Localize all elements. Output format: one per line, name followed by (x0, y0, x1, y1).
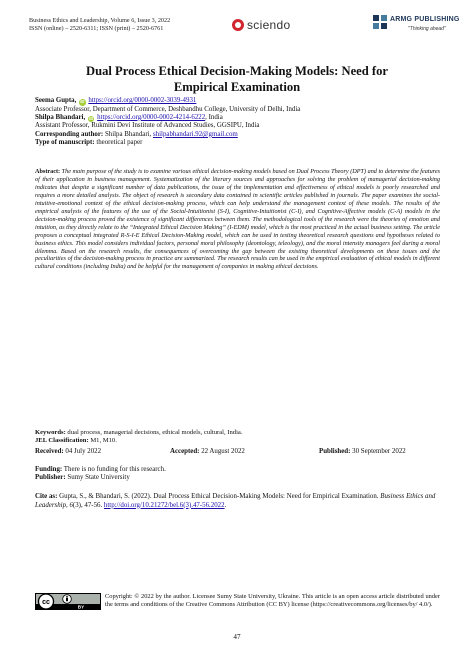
jel-row (35, 437, 440, 445)
accepted-label: Accepted: (170, 448, 200, 455)
journal-header (29, 17, 170, 33)
cite-doi-link[interactable]: http://doi.org/10.21272/bel.6(3).47-56.2022 (103, 501, 225, 509)
manuscript-type (35, 139, 440, 147)
jel-label: JEL Classification: (35, 437, 89, 444)
cc-badge-text: cc (42, 599, 50, 606)
cc-by-license-icon[interactable] (35, 593, 101, 610)
license-text: Copyright: © 2022 by the author. Licensee Sumy State University, Ukraine. This article is an open access article distributed under the terms and conditions of the Creative Commons Attribution (CC BY) license (https://creativecommons.org/licenses/by/ 4.0/). (105, 593, 440, 609)
cite-end: . (224, 501, 227, 509)
corresponding-name: Shilpa Bhandari, (103, 130, 153, 138)
keywords-label: Keywords: (35, 429, 66, 436)
author-block (35, 97, 440, 148)
orcid-icon[interactable]: iD (89, 115, 94, 121)
corresponding-author (35, 131, 440, 139)
published-date (319, 448, 406, 455)
manuscript-type-label: Type of manuscript: (35, 139, 95, 147)
title-line-2: Empirical Examination (173, 80, 301, 94)
cite-label: Cite as: (35, 493, 58, 500)
funding-label: Funding: (35, 466, 63, 473)
armg-name: ARMG PUBLISHING (390, 16, 460, 23)
journal-line: Business Ethics and Leadership, Volume 6, Issue 3, 2022 (29, 17, 171, 24)
sciendo-mark-icon (232, 19, 244, 31)
received-value: 04 July 2022 (63, 448, 102, 455)
publisher-label: Publisher: (35, 474, 66, 482)
author-2-name: Shilpa Bhandari, (35, 113, 86, 121)
by-badge-text: BY (77, 604, 85, 610)
corresponding-email-link[interactable]: shilpabhandari.92@gmail.com (152, 130, 238, 138)
sciendo-logo (232, 18, 290, 32)
published-label: Published: (319, 448, 351, 455)
funding-block (35, 466, 440, 482)
armg-tagline: "Thinking ahead" (408, 26, 446, 32)
received-date (35, 448, 101, 455)
author-2-orcid-link[interactable]: https://orcid.org/0000-0002-4214-6222 (97, 113, 206, 121)
corresponding-label: Corresponding author: (35, 130, 104, 138)
orcid-icon[interactable]: iD (80, 99, 85, 104)
cite-issue: (3), 47-56. (72, 501, 104, 509)
author-2-row (35, 114, 440, 123)
license-block (35, 593, 440, 610)
citation-block (35, 493, 440, 510)
keywords-block (35, 429, 440, 445)
cite-journal: Business Ethics and Leadership, 6 (35, 493, 436, 509)
title-line-1: Dual Process Ethical Decision-Making Models: Need for (86, 64, 388, 78)
author-2-country: , India (205, 113, 223, 121)
abstract (35, 168, 440, 271)
funding-row (35, 466, 440, 474)
author-1-name: Seema Gupta, (35, 97, 77, 104)
issn-line: ISSN (online) – 2520-6311; ISSN (print) – 2520-6761 (29, 25, 164, 33)
paper-title (40, 63, 434, 95)
armg-publishing-logo (373, 14, 460, 36)
armg-logo-icon (373, 15, 387, 29)
publisher-row (35, 474, 440, 482)
sciendo-logo-text: sciendo (247, 18, 291, 32)
cite-text: Gupta, S., & Bhandari, S. (2022). Dual Process Ethical Decision-Making Models: Need for Empirical Examination. (57, 493, 381, 500)
accepted-date (170, 448, 245, 455)
accepted-value: 22 August 2022 (199, 448, 245, 455)
abstract-text: The main purpose of the study is to examine various ethical decision-making models based on Dual Process Theory (DPT) and to determine the features of their application in business management. Systematization of the literary sources and approaches for solving the problem of managerial decision-making indicates that despite a significant number of data publications, the issue of the implementation and effectiveness of ethical models is poorly researched and requires a more detailed analysis. The object of research is secondary data contained in scientific articles published in journals. The paper examines the social-intuitive-emotional context of the ethical decision-making process, which can help understand the management context of these models. The results of the empirical analysis of the features of the use of the Social-Intuitionist (S-I), Cognitive-Intuitionist (C-I), and Cognitive-Affective models (C-A) models in the decision-making process proved the existence of significant differences between them. The methodological tools of the research were the theories of emotion and intuition, as they directly relate to the “Integrated Ethical Decision Making” (I-EDM) model, which is the most practiced in the actual business setting. The article proposes a conceptual integrated R-S-I-E Ethical Decision-Making model, which can be used in testing theoretical research questions and hypotheses related to business ethics. This model considers individual factors, personal moral philosophy (deontology, teleology), and the moral intensity managers feel during a moral dilemma. Based on the research results, the consequences of overcoming the gap between the existing theoretical developments on these issues and the peculiarities of the decision-making process in practice are summarized. The research results can be used in the empirical evaluation of ethical models in different cultural conditions (including India) and be helpful for the management of companies in making ethical decisions. (35, 168, 440, 271)
jel-value: M1, M10. (88, 437, 117, 444)
keywords-value: dual process, managerial decisions, ethical models, cultural, India. (65, 429, 243, 436)
keywords-row (35, 429, 440, 437)
author-1-orcid-link[interactable]: https://orcid.org/0000-0002-3039-4931 (88, 97, 197, 104)
page-number: 47 (233, 633, 241, 641)
published-value: 30 September 2022 (350, 448, 406, 455)
author-2-affiliation: Assistant Professor, Rukmini Devi Institute of Advanced Studies, GGSIPU, India (35, 122, 260, 130)
manuscript-type-value: theoretical paper (94, 139, 143, 147)
received-label: Received: (35, 448, 64, 455)
author-1-affiliation: Associate Professor, Department of Commerce, Deshbandhu College, University of Delhi, India (35, 105, 301, 113)
publisher-value: Sumy State University (65, 474, 130, 482)
abstract-label: Abstract: (35, 168, 61, 175)
funding-value: There is no funding for this research. (62, 466, 166, 473)
author-1-row (35, 97, 440, 106)
